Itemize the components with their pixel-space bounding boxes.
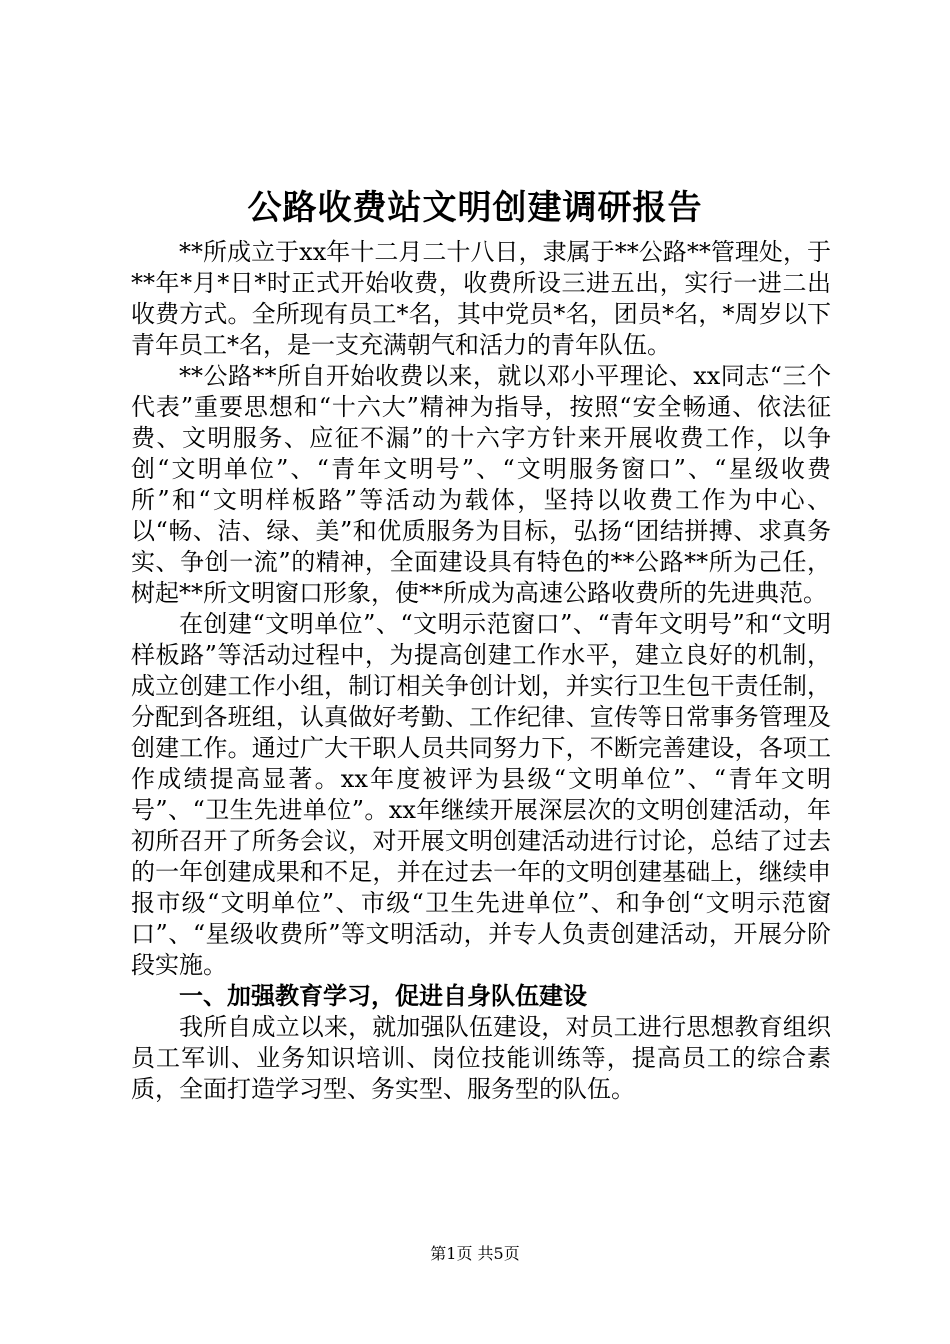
document-title: 公路收费站文明创建调研报告 (247, 188, 703, 228)
section-heading: 一、加强教育学习，促进自身队伍建设 (179, 982, 587, 1010)
body-paragraph: **公路**所自开始收费以来，就以邓小平理论、xx同志“三个代表”重要思想和“十六大”精神为指导，按照“安全畅通、依法征费、文明服务、应征不漏”的十六字方针来开展收费工作，以争创“文明单位”、“青年文明号”、“文明服务窗口”、“星级收费所”和“文明样板路”等活动为载体，坚持以收费工作为中心、以“畅、洁、绿、美”和优质服务为目标，弘扬“团结拼搏、求真务实、争创一流”的精神，全面建设具有特色的**公路**所为己任，树起**所文明窗口形象，使**所成为高速公路收费所的先进典范。 (131, 362, 831, 607)
section-paragraph: 我所自成立以来，就加强队伍建设，对员工进行思想教育组织员工军训、业务知识培训、岗位技能训练等，提高员工的综合素质，全面打造学习型、务实型、服务型的队伍。 (131, 1013, 831, 1103)
page-number-footer: 第1页 共5页 (430, 1244, 520, 1263)
document-body (131, 237, 831, 1105)
body-paragraph: **所成立于xx年十二月二十八日，隶属于**公路**管理处，于**年*月*日*时正式开始收费，收费所设三进五出，实行一进二出收费方式。全所现有员工*名，其中党员*名，团员*名，*周岁以下青年员工*名，是一支充满朝气和活力的青年队伍。 (131, 238, 831, 359)
body-paragraph: 在创建“文明单位”、“文明示范窗口”、“青年文明号”和“文明样板路”等活动过程中，为提高创建工作水平，建立良好的机制，成立创建工作小组，制订相关争创计划，并实行卫生包干责任制，分配到各班组，认真做好考勤、工作纪律、宣传等日常事务管理及创建工作。通过广大干职人员共同努力下，不断完善建设，各项工作成绩提高显著。xx年度被评为县级“文明单位”、“青年文明号”、“卫生先进单位”。xx年继续开展深层次的文明创建活动，年初所召开了所务会议，对开展文明创建活动进行讨论，总结了过去的一年创建成果和不足，并在过去一年的文明创建基础上，继续申报市级“文明单位”、市级“卫生先进单位”、和争创“文明示范窗口”、“星级收费所”等文明活动，并专人负责创建活动，开展分阶段实施。 (131, 610, 831, 979)
